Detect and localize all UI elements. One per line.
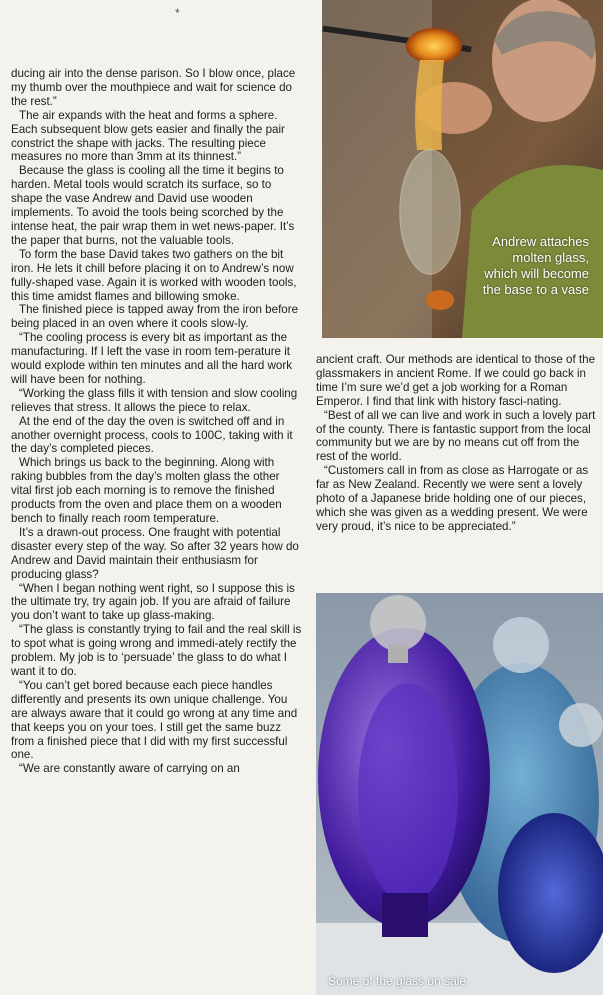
paragraph: “The glass is constantly trying to fail and the real skill is to spot what is going wrong and immedi-ately rectify the problem. My job is to ‘persuade’ the glass to do what I want it to do. — [11, 623, 302, 678]
paragraph: “You can’t get bored because each piece handles differently and presents its own unique challenge. You are always aware that it could go wrong at any time and that keeps you on your toes. I still get the same buzz from a finished piece that I did with my first successful one. — [11, 678, 298, 762]
right-text-column — [316, 353, 600, 534]
paragraph: The finished piece is tapped away from the iron before being placed in an oven where it cools slow-ly. — [11, 303, 299, 331]
photo-caption: Andrew attaches molten glass, which will become the base to a vase — [482, 234, 589, 297]
glassblower-photo — [322, 0, 603, 338]
paragraph: “Best of all we can live and work in such a lovely part of the county. There is fantastic support from the local community but we are by no means cut off from the rest of the world. — [316, 408, 596, 464]
paragraph: Because the glass is cooling all the time it begins to harden. Metal tools would scratch its surface, so to shape the vase Andrew and David use wooden implements. To avoid the tools being scorched by the intense heat, the pair wrap them in wet news-paper. It’s the paper that burns, not the valuable tools. — [11, 164, 295, 247]
paragraph: ancient craft. Our methods are identical to those of the glassmakers in ancient Rome. If we could go back in time I’m sure we’d get a job working for a Roman Emperor. I find that link with history fasci-nating. — [316, 353, 596, 408]
paragraph: The air expands with the heat and forms a sphere. Each subsequent blow gets easier and finally the pair constrict the shape with jacks. The resulting piece measures no more than 3mm at its thinnest.” — [11, 108, 285, 164]
paragraph: “Working the glass fills it with tension and slow cooling relieves that stress. It allows the piece to relax. — [11, 386, 298, 414]
paragraph: “Customers call in from as close as Harrogate or as far as New Zealand. Recently we were sent a lovely photo of a Japanese bride holding one of our pieces, which she was given as a wedding present. We were very proud, it’s nice to be appreciated.” — [316, 464, 589, 533]
paragraph: ducing air into the dense parison. So I blow once, place my thumb over the mouthpiece and wait for science do the rest.” — [11, 67, 296, 108]
paragraph: “We are constantly aware of carrying on an — [19, 762, 240, 776]
paragraph: To form the base David takes two gathers on the bit iron. He lets it chill before placing it on to Andrew’s now fully-shaped vase. Again it is worked with wooden tools, this time amidst flames and billowing smoke. — [11, 247, 297, 303]
left-text-column — [11, 67, 303, 776]
paragraph: “The cooling process is every bit as important as the manufacturing. If I left the vase in room tem-perature it would explode within ten minutes and all the hard work will have been for nothing. — [11, 331, 292, 386]
glass-bottles-illustration — [316, 593, 603, 995]
paragraph: “When I began nothing went right, so I suppose this is the ultimate try, try again job. If you are afraid of failure you don’t want to take up glass-making. — [11, 581, 295, 623]
paragraph: Which brings us back to the beginning. Along with raking bubbles from the day’s molten glass the other vital first job each morning is to remove the finished products from the oven and place them on a wooden bench to finally reach room temperature. — [11, 456, 282, 525]
photo-caption: Some of the glass on sale — [328, 974, 467, 988]
glassware-photo — [316, 593, 603, 995]
stray-asterisk: * — [175, 6, 180, 20]
paragraph: At the end of the day the oven is switched off and in another overnight process, cools to 100C, taking with it the day’s completed pieces. — [11, 414, 293, 456]
paragraph: It’s a drawn-out process. One fraught with potential disaster every step of the way. So after 32 years how do Andrew and David maintain their enthusiasm for producing glass? — [11, 525, 299, 581]
